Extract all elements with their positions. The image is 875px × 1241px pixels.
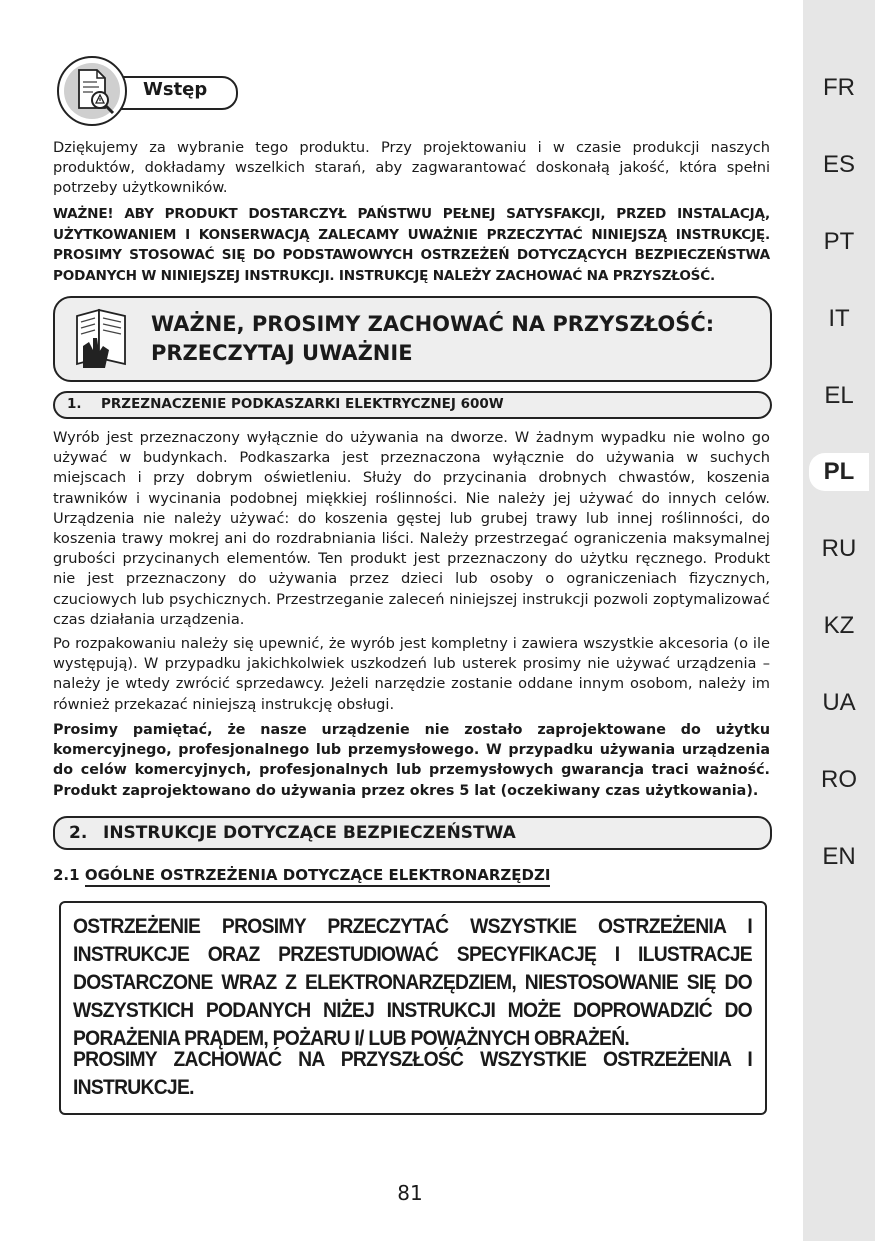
section-1-number: 1. <box>67 396 82 412</box>
notice-box-title-line1: WAŻNE, PROSIMY ZACHOWAĆ NA PRZYSZŁOŚĆ: <box>151 312 715 336</box>
lang-tab-kz[interactable]: KZ <box>823 612 855 639</box>
intro-paragraph: Dziękujemy za wybranie tego produktu. Przy projektowaniu i w czasie produkcji naszych produktów, dokładamy wszelkich starań, aby zagwarantować doskonałą jakość, która spełni potrzeby użytkowników. <box>53 139 770 197</box>
warning-text-1: OSTRZEŻENIE PROSIMY PRZECZYTAĆ WSZYSTKIE OSTRZEŻENIA I INSTRUKCJE ORAZ PRZESTUDIOWAĆ SPECYFIKACJĘ I ILUSTRACJE DOSTARCZONE WRAZ Z ELEKTRONARZĘDZIEM, NIESTOSOWANIE SIĘ DO WSZYSTKICH PODANYCH NIŻEJ INSTRUKCJI MOŻE DOPROWADZIĆ DO PORAŻENIA PRĄDEM, POŻARU I/ LUB POWAŻNYCH OBRAŻEŃ. <box>73 915 752 1050</box>
lang-tab-fr[interactable]: FR <box>823 74 855 101</box>
section-2-header <box>53 816 772 850</box>
intro-title: Wstęp <box>143 79 208 100</box>
notice-box-title <box>151 310 714 368</box>
document-warning-icon <box>57 56 127 126</box>
section-1-paragraph-1: Wyrób jest przeznaczony wyłącznie do używania na dworze. W żadnym wypadku nie wolno go używać w budynkach. Podkaszarka jest przeznaczona wyłącznie do używania w suchych miejscach i przy dobrym oświetleniu. Służy do przycinania drobnych chwastów, koszenia trawników i wycinania podobnej miękkiej roślinności. Nie należy jej używać do innych celów. Urządzenia nie należy używać: do koszenia gęstej lub grubej trawy lub innej roślinności, do koszenia trawy mokrej ani do rozdrabniania liści. Należy przestrzegać ograniczenia maksymalnej grubości przycinanych elementów. Ten produkt jest przeznaczony do użytku ręcznego. Produkt nie jest przeznaczony do używania przez dzieci lub osoby o ograniczeniach fizycznych, czuciowych lub psychicznych. Przestrzeganie zaleceń niniejszej instrukcji pozwoli zoptymalizować czas działania urządzenia. <box>53 429 770 628</box>
subsection-2-1-heading <box>53 866 550 884</box>
lang-tab-it[interactable]: IT <box>828 305 850 332</box>
section-1-title: PRZEZNACZENIE PODKASZARKI ELEKTRYCZNEJ 600W <box>101 396 504 412</box>
language-sidebar <box>803 0 875 1241</box>
section-1-paragraph-2: Po rozpakowaniu należy się upewnić, że wyrób jest kompletny i zawiera wszystkie akcesoria (o ile występują). W przypadku jakichkolwiek uszkodzeń lub usterek prosimy nie używać urządzenia – należy je wtedy zwrócić sprzedawcy. Jeżeli narzędzie zostanie oddane innym osobom, należy im również przekazać niniejszą instrukcję obsługi. <box>53 635 770 713</box>
lang-tab-pl[interactable]: PL <box>809 453 869 491</box>
subsection-2-1-number: 2.1 <box>53 866 80 884</box>
section-1-header <box>53 391 772 419</box>
read-carefully-box <box>53 296 772 382</box>
lang-tab-el[interactable]: EL <box>824 382 854 409</box>
lang-tab-en[interactable]: EN <box>822 843 856 870</box>
lang-tab-ru[interactable]: RU <box>821 535 857 562</box>
manual-hand-icon <box>69 306 135 376</box>
general-warning-box <box>59 901 767 1115</box>
page-number: 81 <box>397 1181 423 1205</box>
lang-tab-ro[interactable]: RO <box>821 766 857 793</box>
lang-tab-pt[interactable]: PT <box>823 228 855 255</box>
warning-text-2: PROSIMY ZACHOWAĆ NA PRZYSZŁOŚĆ WSZYSTKIE OSTRZEŻENIA I INSTRUKCJE. <box>73 1048 752 1099</box>
section-2-title: INSTRUKCJE DOTYCZĄCE BEZPIECZEŃSTWA <box>103 823 516 843</box>
subsection-2-1-title: OGÓLNE OSTRZEŻENIA DOTYCZĄCE ELEKTRONARZĘDZI <box>85 866 551 887</box>
important-notice-text: WAŻNE! ABY PRODUKT DOSTARCZYŁ PAŃSTWU PEŁNEJ SATYSFAKCJI, PRZED INSTALACJĄ, UŻYTKOWANIEM I KONSERWACJĄ ZALECAMY UWAŻNIE PRZECZYTAĆ NINIEJSZĄ INSTRUKCJĘ. PROSIMY STOSOWAĆ SIĘ DO PODSTAWOWYCH OSTRZEŻEŃ DOTYCZĄCYCH BEZPIECZEŃSTWA PODANYCH W NINIEJSZEJ INSTRUKCJI. INSTRUKCJĘ NALEŻY ZACHOWAĆ NA PRZYSZŁOŚĆ. <box>53 206 770 284</box>
notice-box-title-line2: PRZECZYTAJ UWAŻNIE <box>151 341 413 365</box>
section-2-number: 2. <box>69 823 88 843</box>
lang-tab-es[interactable]: ES <box>822 151 855 178</box>
section-1-paragraph-3: Prosimy pamiętać, że nasze urządzenie nie zostało zaprojektowane do użytku komercyjnego, profesjonalnego lub przemysłowego. W przypadku używania urządzenia do celów komercyjnych, profesjonalnych lub przemysłowych gwarancja traci ważność. Produkt zaprojektowano do używania przez okres 5 lat (oczekiwany czas użytkowania). <box>53 722 770 799</box>
lang-tab-ua[interactable]: UA <box>822 689 856 716</box>
